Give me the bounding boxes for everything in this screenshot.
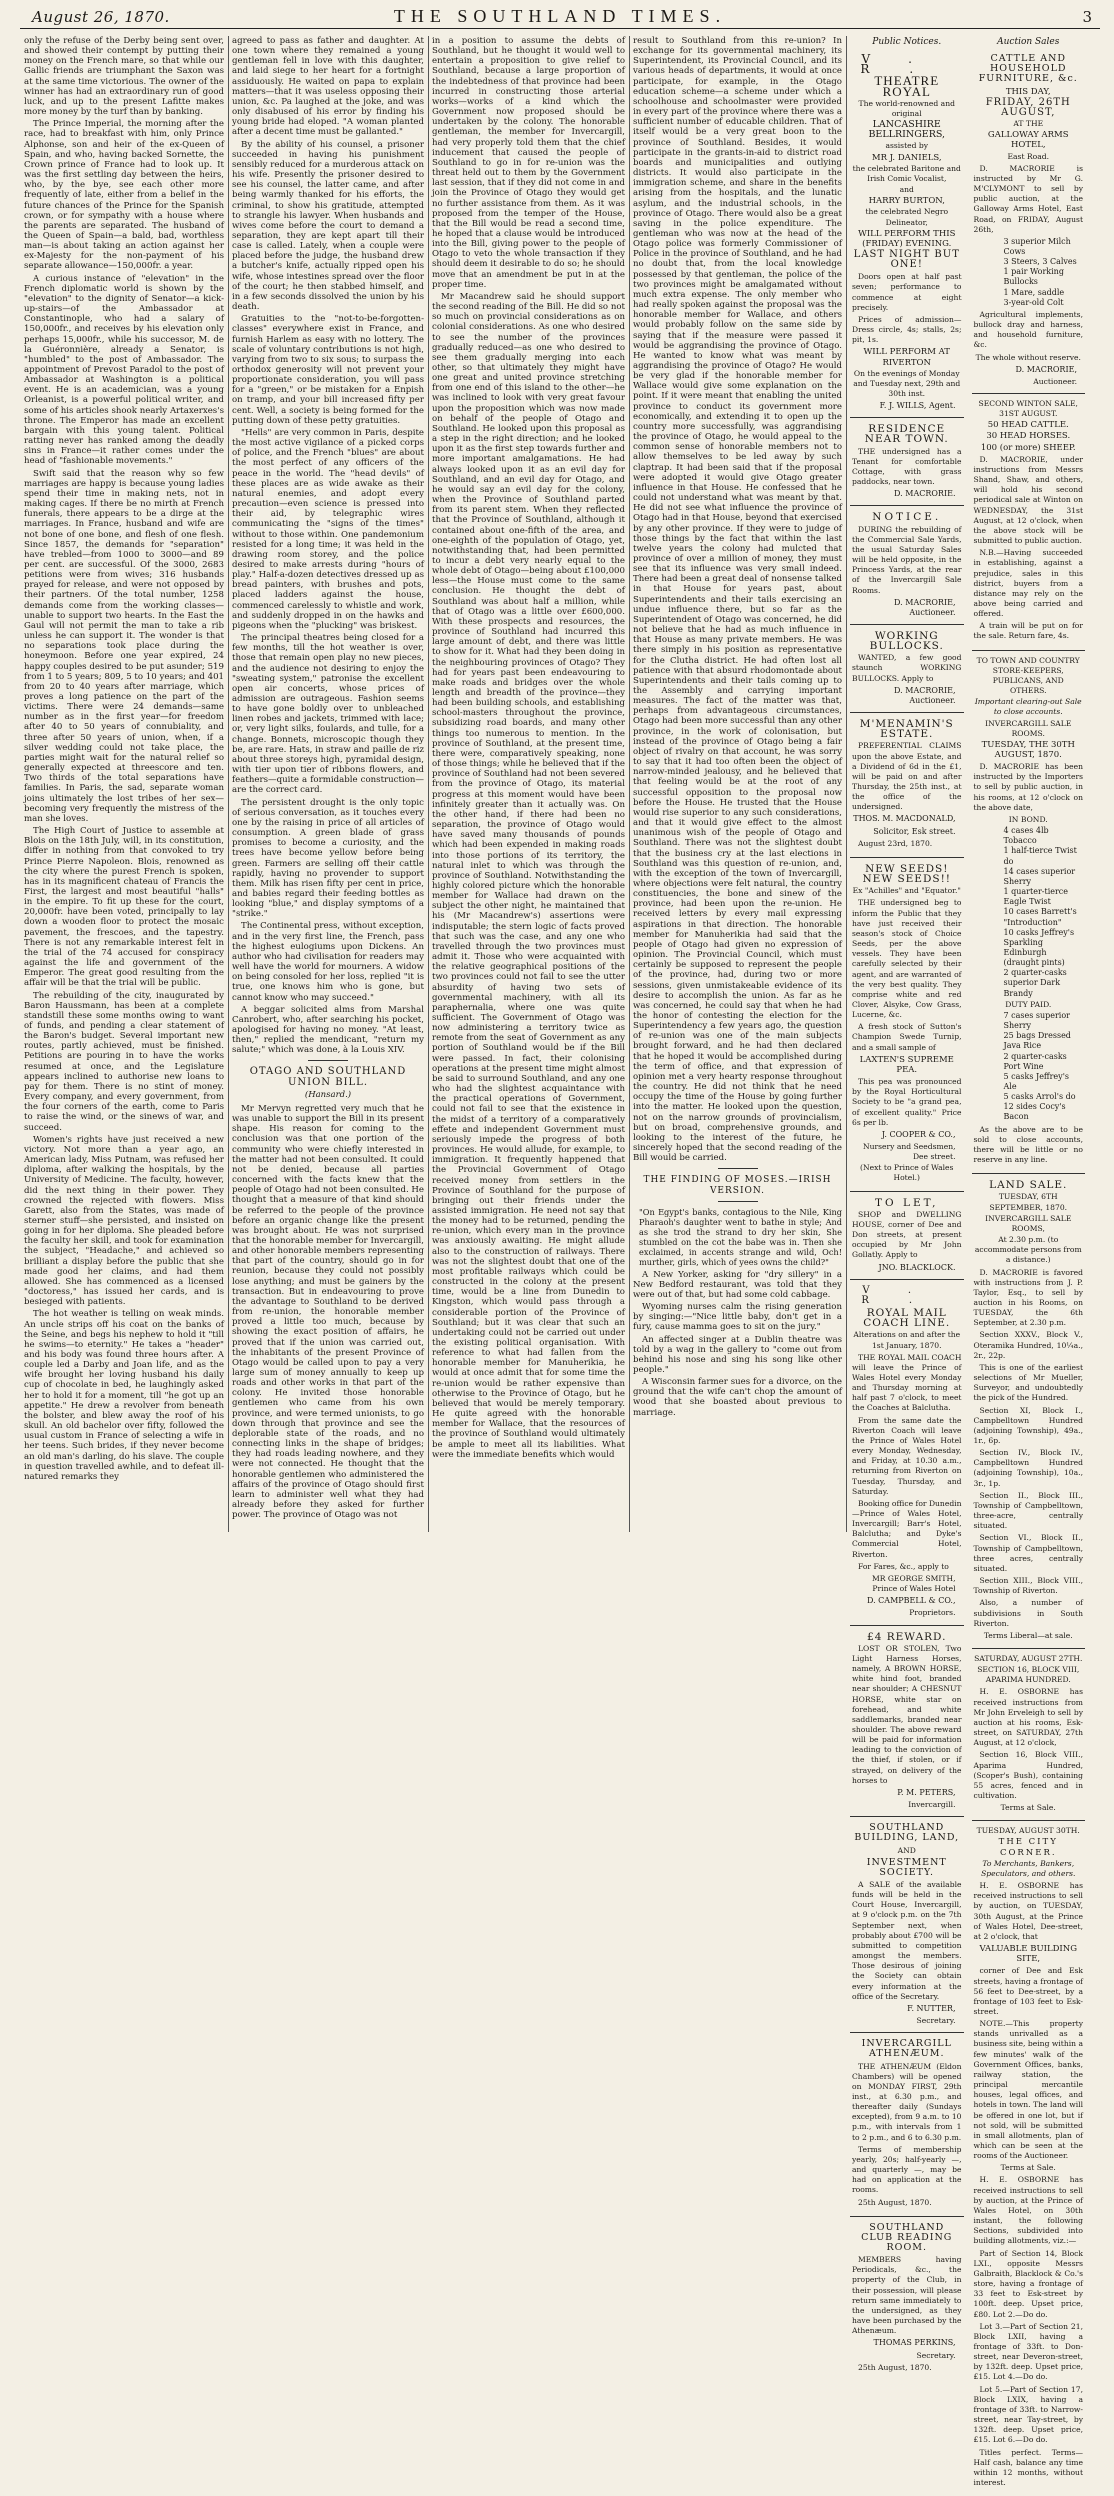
- article-heading: OTAGO AND SOUTHLAND UNION BILL.: [249, 1066, 407, 1088]
- masthead: [20, 6, 1100, 29]
- divider: [718, 1168, 758, 1169]
- ad-signature: D. CAMPBELL & CO.,: [866, 1596, 956, 1606]
- ad-date: 25th August, 1870.: [858, 2362, 932, 2372]
- column-5-advertisements: [850, 36, 1085, 2487]
- ad-signature: THOS. M. MACDONALD,: [853, 814, 956, 824]
- ad-signature: Solicitor, Esk street.: [873, 826, 956, 836]
- paragraph: The principal theatres being closed for a few months, till the hot weather is over, those that remain open play no new pieces, and the audience not desiring to enjoy the "sweating system," patronise the excellent open air concerts, whose prices of admission are outrageous. Fashion seems to have gone boldly over to unbleached linen robes and jackets, trimmed with lace; or, very light silks, foulards, and tulle, for a change. Bonnets, microscopic though they be, are rare. Hats, in straw and paille de riz about three storeys high, pyramidal design, with tier upon tier of ribbons flowers, and feathers—quite a formidable construction—are the correct card.: [232, 633, 424, 796]
- ad-body: DURING the rebuilding of the Commercial Sale Yards, the usual Saturday Sales will be held opposite, in the Princess Yards, at the rear of the Invercargill Sale Rooms.: [852, 524, 962, 595]
- lot-item: 4 cases 4lb Tobacco: [1003, 826, 1049, 846]
- ad-line: INVERCARGILL SALE ROOMS.: [985, 718, 1072, 738]
- paragraph: Mr Mervyn regretted very much that he was unable to support the Bill in its present shape. His reason for coming to the conclusion was that one portion of the community who were chiefly interested in the matter had not been consulted. It could not be denied, because all parties concerned with the facts knew that the people of Otago had not been consulted. He thought that a measure of that kind should be referred to the people of the province before an organic change like the present was brought about. He was not surprised that the honorable member for Invercargill, and other honorable members representing that part of the country, should go in for reunion, because they could not possibly lose anything; and must be gainers by the transaction. But in endeavouring to prove the advantage to Southland to be derived from re-union, the honorable member proved a little too much, because by showing the exact position of affairs, he proved that if the union was carried out, the inhabitants of the present Province of Otago would be called upon to pay a very large sum of money annually to keep up roads and other works in that part of the colony. He invited those honorable gentlemen who came from his own province, and were termed unionists, to go down through that province and see the deplorable state of the roads, and no connecting links in the shape of bridges; they had roads leading nowhere, and they were not connected. He thought that the honorable gentlemen who administered the affairs of the province of Otago should first learn to administer well what they had already before they asked for further power. The province of Otago was not: [232, 1103, 424, 1521]
- ad-signature: Secretary.: [916, 2016, 956, 2026]
- paragraph: Wyoming nurses calm the rising generation by singing:—"Nice little baby, don't get in a fury, cause mamma goes to sit on the jury.": [633, 1302, 842, 1333]
- ad-line: assisted by: [885, 141, 929, 151]
- ad-title: WORKING BULLOCKS.: [869, 629, 944, 653]
- column-3-article: [432, 36, 625, 1532]
- theatre-advert: [850, 48, 964, 418]
- ad-line: WILL PERFORM THIS (FRIDAY) EVENING.: [858, 228, 956, 249]
- poem-heading: THE FINDING OF MOSES.—IRISH VERSION.: [643, 1175, 832, 1196]
- ad-line: AT THE: [1013, 119, 1044, 129]
- lot-item: 25 bags Dressed Java Rice: [1003, 1031, 1071, 1051]
- land-sale-advert: [972, 1174, 1086, 1649]
- ad-body: Lot 3.—Part of Section 21, Block LXII, having a frontage of 33ft. to Don-street, near Deveron-street, by 132ft. deep. Upset price, £15. Lot 4.—Do do.: [973, 2321, 1083, 2382]
- column-rule: [846, 36, 847, 1532]
- lot-item: 10 cases Barrett's "Introduction": [1003, 907, 1077, 927]
- ad-line: LANCASHIRE BELLRINGERS,: [868, 119, 946, 141]
- public-notices: [850, 36, 964, 2372]
- ad-line: 30 HEAD HORSES.: [986, 431, 1071, 442]
- ad-body: H. E. OSBORNE has received instructions to sell by auction, at the Prince of Wales Hotel, on 30th instant, the following Sections, subdivided into building allotments, viz.:—: [973, 2175, 1083, 2246]
- ad-body: Section VI., Block II., Township of Campbelltown, three acres, centrally situated.: [973, 1533, 1083, 1573]
- paragraph: "Hells" are very common in Paris, despite the most active vigilance of a picked corps of police, and the French "blues" are about the most perfect of any officers of the peace in the world. The "head devils" of these places are as wide awake as their natural enemies, and adopt every precaution—even science is pressed into their aid, by telegraphic wires communicating the "signs of the times" without to those within. One pandemonium resisted for a long time; it was held in the drawing room storey, and the police desired to make arrests during "hours of play." Half-a-dozen detectives dressed up as bread painters, with brushes and pots, placed ladders against the house, commenced carelessly to whistle and work, and suddenly dropped in on the hawks and pigeons when the "plucking" was briskest.: [232, 427, 424, 631]
- ad-body: H. E. OSBORNE has received instructions from Mr John Erveleigh to sell by auction at his rooms, Esk-street, on SATURDAY, 27th August, at 12 o'clock,: [973, 1687, 1083, 1748]
- ad-line: WILL PERFORM AT RIVERTON: [863, 347, 950, 368]
- saturday-sale-advert: [972, 1649, 1086, 1821]
- coach-advert: [850, 1280, 964, 1626]
- ad-body: Titles perfect. Terms—Half cash, balance any time within 12 months, without interest.: [973, 2447, 1083, 2487]
- section-heading: Auction Sales: [997, 37, 1060, 47]
- ad-line: (Next to Prince of Wales Hotel.): [860, 1163, 954, 1183]
- ad-body: Section II., Block III., Township of Campbelltown, three-acre, centrally situated.: [973, 1490, 1083, 1531]
- ad-line: GALLOWAY ARMS HOTEL,: [987, 130, 1069, 151]
- lot-item: 3 Steers, 3 Calves: [1003, 257, 1077, 267]
- ad-signature: MR GEORGE SMITH, Prince of Wales Hotel: [871, 1573, 956, 1594]
- ad-date: 25th August, 1870.: [858, 2197, 932, 2207]
- ad-body: Section 16, Block VIII., Aparima Hundred, (Scoper's Bush), containing 55 acres, fenced and in cultivation.: [973, 1750, 1083, 1800]
- ad-line: LAXTEN'S SUPREME PEA.: [859, 1054, 954, 1075]
- lot-item: 1 quarter-tierce Eagle Twist: [1003, 887, 1069, 907]
- ad-line: the celebrated Negro Delineator,: [865, 207, 949, 227]
- to-let-advert: [850, 1192, 964, 1280]
- ad-title: NOTICE.: [872, 511, 942, 524]
- column-rule: [428, 36, 429, 1532]
- ad-signature: Proprietors.: [909, 1608, 956, 1618]
- ad-body: NOTE.—This property stands unrivalled as a business site, being within a few minutes' walk of the Government Offices, banks, railway station, the principal mercantile houses, legal offices, and hotels in town. The land will be offered in one lot, but if not sold, will be submitted in small allotments, plan of which can be seen at the rooms of the Auctioneer.: [973, 2019, 1083, 2161]
- ad-line: DUTY PAID.: [1005, 999, 1052, 1009]
- ad-title: TO LET,: [875, 1196, 939, 1209]
- ad-body: Section XXXV., Block V., Oteramika Hundred, 10¼a., 2r., 22p.: [973, 1330, 1083, 1360]
- ad-title: SOUTHLAND BUILDING, LAND,: [854, 1822, 960, 1844]
- divider: [308, 1060, 348, 1061]
- paragraph: The High Court of Justice to assemble at Blois on the 18th July, will, in its constitution, differ in nothing from that convoked to try Prince Pierre Napoleon. Blois, renowned as the city where the purest French is spoken, has in its magnificent chateau of Francis the First, the largest and most beautiful "halls" in the empire. To fit up these for the court, 20,000fr. have been voted, principally to lay down a wooden floor to protect the mosaic pavement, the frescoes, and the tapestry. There is not any remarkable interest felt in the trial of the 74 accused for conspiracy against the life and government of the Emperor. The great good resulting from the affair will be that the trial will be public.: [24, 826, 224, 989]
- ad-line: Alterations on and after the 1st January, 1870.: [853, 1330, 961, 1350]
- paragraph: The hot weather is telling on weak minds. An uncle strips off his coat on the banks of the Seine, and begs his nephew to hold it "till he swims—to eternity." He takes a "header" and his body was found three hours after. A couple led a Darby and Joan life, and as the wife brought her loving husband his daily cup of chocolate in bed, he laughingly asked her to hold it for a moment, till "he got up an appetite." He drew a revolver from beneath the bolster, and blew away the roof of his skull. An old bachelor over fifty, followed the usual custom in France of selecting a wife in her teens. Such brides, if they never become an old man's darling, do his slave. The couple in question travelled awhile, and to defeat ill-natured remarks they: [24, 1309, 224, 1482]
- ad-line: 100 (or more) SHEEP.: [980, 442, 1076, 453]
- ad-body: Also, a number of subdivisions in South Riverton.: [973, 1598, 1083, 1628]
- crown-icon: V. R.: [861, 1284, 953, 1306]
- ad-body: Terms of membership yearly, 20s; half-yearly —, and quarterly —, may be had on application at the rooms.: [852, 2144, 962, 2195]
- paragraph: The rebuilding of the city, inaugurated by Baron Haussmann, has been at a complete standstill these some months owing to want of funds, and pending a clear statement of the Baron's budget. Several important new routes, partly achieved, must be finished. Petitions are pouring in to have the works resumed at once, and the Legislature appears inclined to authorise new loans to pay for them. There is no stint of money. Every company, and every government, from the four corners of the earth, come to Paris to raise the wind, or the sinews of war, and succeed.: [24, 990, 224, 1133]
- ad-body: H. E. OSBORNE has received instructions to sell by auction, on TUESDAY, 30th August, at the Prince of Wales Hotel, Dee-street, at 2 o'clock, that: [973, 1881, 1083, 1941]
- athenaeum-advert: [850, 2033, 964, 2217]
- ad-title: £4 REWARD.: [867, 1630, 947, 1643]
- ad-body: A SALE of the available funds will be held in the Court House, Invercargill, at 9 o'clock p.m. on the 7th September next, when probably about £700 will be submitted to competition amongst the members. Those desirous of joining the Society can obtain every information at the office of the Secretary.: [852, 1880, 962, 2001]
- lot-item: 1 pair Working Bullocks: [1003, 267, 1064, 287]
- ad-body: Booking office for Dunedin—Prince of Wales Hotel, Invercargill; Barr's Hotel, Balclutha; and Dyke's Commercial Hotel, Riverton.: [852, 1498, 962, 1559]
- ad-title: M'MENAMIN'S ESTATE.: [859, 718, 954, 741]
- lot-item: 12 sides Cocy's Bacon: [1003, 1102, 1066, 1122]
- ad-title: NEW SEEDS! NEW SEEDS!!: [862, 862, 952, 886]
- ad-body: As the above are to be sold to close accounts, there will be little or no reserve in any line.: [973, 1124, 1083, 1165]
- ad-line: Terms at Sale.: [1000, 1803, 1056, 1813]
- ad-signature: Nursery and Seedsmen, Dee street.: [862, 1142, 956, 1162]
- ad-signature: JNO. BLACKLOCK.: [878, 1262, 956, 1272]
- paragraph: agreed to pass as father and daughter. At one town where they remained a young gentleman fell in love with this daughter, and laid siege to her heart for a fortnight assiduously. He waited on papa to explain matters—that it was useless opposing their union, &c. Pa laughed at the joke, and was only disabused of his error by finding his young bride had eloped. "A woman planted after a decent time must be gallanted.": [232, 36, 424, 138]
- column-2-article: [232, 36, 424, 1532]
- ad-line: The whole without reserve.: [975, 352, 1081, 362]
- ad-line: At 2.30 p.m. (to accommodate persons from a distance.): [974, 1235, 1082, 1265]
- ad-title: THEATRE ROYAL: [874, 73, 940, 99]
- ad-body: Section XIII., Block VIII., Township of Riverton.: [973, 1576, 1083, 1596]
- ad-body: A train will be put on for the sale. Return fare, 4s.: [973, 621, 1083, 641]
- ad-body: This is one of the earliest selections of Mr Mueller, Surveyor, and undoubtedly the pick of the Hundred.: [973, 1362, 1083, 1403]
- ad-line: Terms Liberal—at sale.: [983, 1630, 1073, 1640]
- ad-body: THE ATHENÆUM (Eldon Chambers) will be opened on MONDAY FIRST, 29th inst., at 6.30 p.m., and thereafter daily (Sundays excepted), from 9 a.m. to 10 p.m., with intervals from 1 to 2 p.m., and 6 to 6.30 p.m.: [852, 2061, 962, 2142]
- lot-item: 7 cases superior Sherry: [1003, 1010, 1071, 1031]
- page-number: 3: [1082, 8, 1092, 26]
- column-rule: [629, 36, 630, 1532]
- ad-body: Prices of admission—Dress circle, 4s; stalls, 2s; pit, 1s.: [852, 314, 962, 345]
- ad-line: IN BOND.: [1008, 814, 1048, 824]
- ad-body: SHOP and DWELLING HOUSE, corner of Dee and Don streets, at present occupied by Mr John Gollatly. Apply to: [852, 1209, 962, 1260]
- ad-signature: F. NUTTER,: [907, 2003, 956, 2013]
- paragraph: A curious instance of "elevation" in the French diplomatic world is shown by the "elevation" to the dignity of Senator—a kick-up-stairs—of the Ambassador at Constantinople, who had a salary of 150,000fr., and receives by his elevation only perhaps 15,000fr., while his successor, M. de la Guéronnière, already a Senator, is "humbled" to the post of Ambassador. The appointment of Prevost Paradol to the post of Ambassador at Washington is a political event. He is an academician, was a young Orleanist, is a powerful political writer, and some of his articles shook nearly Artaxerxes's throne. The Emperor has made an excellent bargain with this young talent. Political ratting never has ranked among the deadly sins in France—it rather comes under the head of "fashionable movements.": [24, 273, 224, 467]
- paragraph: By the ability of his counsel, a prisoner succeeded in having his punishment sensibly reduced for a murderous attack on his wife. Presently the prisoner desired to see his counsel, the latter came, and after being warmly thanked for his efforts, the criminal, to show his gratitude, attempted to strangle his lawyer. When husbands and wives come before the court to demand a separation, they are kept apart till their case is called. Lately, when a couple were placed before the judge, the husband drew a butcher's knife, actually ripped open his wife, whose intestines spread over the floor of the court; he then stabbed himself, and in a few seconds dissolved the union by his death.: [232, 139, 424, 313]
- ad-body: N.B.—Having succeeded in establishing, against a prejudice, sales in this district, buyers from a distance may rely on the above being carried and offered.: [973, 548, 1083, 619]
- ad-title: SOUTHLAND CLUB READING ROOM.: [861, 2221, 953, 2253]
- cattle-sale-advert: [972, 48, 1086, 394]
- ad-body: corner of Dee and Esk streets, having a frontage of 56 feet to Dee-street, by a frontage of 103 feet to Esk-street.: [973, 1966, 1083, 2016]
- ad-line: LAST NIGHT BUT ONE!: [853, 248, 960, 271]
- paragraph: A beggar solicited alms from Marshal Canrobert, who, after searching his pocket, apologised for having no money. "At least, then," replied the mendicant, "return my salute;" which was done, à la Louis XIV.: [232, 1004, 424, 1056]
- ad-line: TUESDAY, THE 30TH AUGUST, 1870.: [981, 739, 1075, 760]
- ad-line: 50 HEAD CATTLE.: [987, 420, 1069, 431]
- ad-body: Agricultural implements, bullock dray and harness, and household furniture, &c.: [973, 309, 1083, 350]
- ad-line: SECTION 16, BLOCK VIII, APARIMA HUNDRED.: [977, 1665, 1080, 1685]
- ad-line: East Road.: [1007, 151, 1050, 161]
- residence-advert: [850, 418, 964, 506]
- ad-line: On the evenings of Monday and Tuesday next, 29th and 30th inst.: [853, 368, 961, 398]
- city-corner-advert: [972, 1821, 1086, 2496]
- ad-title: ROYAL MAIL COACH LINE.: [863, 1307, 951, 1330]
- ad-title: LAND SALE.: [989, 1179, 1068, 1192]
- column-4-notices: [633, 36, 842, 1532]
- lot-item: 3-year-old Colt: [1003, 297, 1064, 307]
- paragraph: The Prince Imperial, the morning after the race, had to breakfast with him, only Prince Alphonse, son and heir of the ex-Queen of Spain, and who, having backed Sornette, the Crown prince of France had to look up. It was the first settling day between the heirs, who, by the bye, see each other more frequently of late, either from a belief in the future chances of the Prince for the Spanish crown, or for sympathy with a house where the parents are separated. The husband of the Queen of Spain—a bald, bad, worthless man—is about taking an action against her ex-Majesty for the non-payment of his separate allowance—150,000fr. a year.: [24, 119, 224, 272]
- ad-line: THE CITY CORNER.: [998, 1837, 1058, 1858]
- ad-signature: D. MACRORIE, Auctioneer.: [894, 685, 956, 705]
- ad-title: CATTLE AND HOUSEHOLD FURNITURE, &c.: [978, 53, 1078, 85]
- ad-body: Section XI, Block I., Campbelltown Hundred (adjoining Township), 49a., 1r., 6p.: [973, 1405, 1083, 1445]
- paragraph: The persistent drought is the only topic of serious conversation, as it touches every one by the raising in price of all articles of consumption. A green blade of grass promises to become a curiosity, and the trees have become yellow before being green. Farmers are selling off their cattle rapidly, having no provender to support them. Milk has risen fifty per cent in price, and babies regard their feeding bottles as looking "blue," and display symptoms of a "strike.": [232, 797, 424, 920]
- divider: [718, 1201, 758, 1202]
- paragraph: Swift said that the reason why so few marriages are happy is because young ladies spend their time in making nets, not in making cages. If there be no mirth at French funerals, there appears to be a dirge at the marriages. In France, husband and wife are not bone of one bone, and flesh of one flesh. Since 1857, the demands for "separation" have trebled—from 1000 to 3000—and 89 per cent. are successful. Of the 3000, 2683 petitions were from wives; 316 husbands prayed for release, and were not opposed by their partners. Of the total number, 1258 demands come from the working classes—unable to support two hearts. In the East the Gaul will not permit the man to take a rib unless he can support it. The wonder is that no separations took place during the honeymoon. Before one year expired, 24 happy couples desired to be put asunder; 519 from 1 to 5 years; 809, 5 to 10 years; and 401 from 20 to 40 years after marriage, which proves a long patience on the part of the victims. There were 24 demands—same number as in the first year—for freedom after 40 to 50 years of connubiality, and three after 50 years of union, when, if a silver wedding could not take place, the parties might wait for the natural relief so generally expected at threescore and ten. Two thirds of the total separations have families. In Paris, the sad, separate woman joins ultimately the lost tribes of her sex—becoming very frequently the mistress of the man she loves.: [24, 468, 224, 824]
- ad-signature: Secretary.: [916, 2350, 956, 2360]
- ad-signature: D. MACRORIE.: [894, 489, 956, 499]
- ad-body: For Fares, &c., apply to: [858, 1561, 949, 1571]
- ad-body: A fresh stock of Sutton's Champion Swede Turnip, and a small sample of: [852, 1022, 962, 1052]
- ad-title: RESIDENCE NEAR TOWN.: [864, 423, 949, 446]
- section-heading: Public Notices.: [872, 37, 942, 47]
- ad-line: Terms at Sale.: [1000, 2163, 1056, 2173]
- paragraph: A New Yorker, asking for "dry sillery" in a New Bedford restaurant, was told that they were out of that, but had some cold cabbage.: [633, 1269, 842, 1300]
- ad-body: Lot 5.—Part of Section 17, Block LXIX, having a frontage of 33ft. to Narrow-street, near Tay-street, by 132ft. deep. Upset price, £15. Lot 6.—Do do.: [973, 2384, 1083, 2445]
- ad-date: August 23rd, 1870.: [858, 838, 933, 848]
- ad-body: This pea was pronounced by the Royal Horticultural Society to be "a grand pea, of excellent quality." Price 6s per lb.: [852, 1077, 962, 1127]
- ad-signature: P. M. PETERS,: [897, 1787, 956, 1797]
- storekeepers-sale-advert: [972, 651, 1086, 1175]
- ad-signature: F. J. WILLS, Agent.: [879, 401, 956, 411]
- estate-advert: [850, 713, 964, 858]
- ad-body: D. MACRORIE has been instructed by the Importers to sell by public auction, in his rooms, at 12 o'clock on the above date,: [973, 762, 1083, 812]
- ad-title: INVESTMENT SOCIETY.: [866, 1856, 947, 1878]
- paragraph: An affected singer at a Dublin theatre was told by a wag in the gallery to "come out from behind his nose and sing his song like other people.": [633, 1334, 842, 1375]
- ad-body: MEMBERS having Periodicals, &c., the property of the Club, in their possession, will please return same immediately to the undersigned, as they have been purchased by the Athenæum.: [852, 2255, 962, 2336]
- ad-line: and: [899, 185, 914, 195]
- lot-item: 5 casks Jeffrey's Ale: [1003, 1071, 1069, 1091]
- lot-item: 10 casks Jeffrey's Sparkling Edinburgh (draught pints): [1003, 927, 1075, 968]
- paragraph: result to Southland from this re-union? In exchange for its governmental machinery, its Superintendent, its Provincial Council, and its various heads of departments, it would at once participate, for example, in the Otago education scheme—a scheme under which a schoolhouse and schoolmaster were provided in every part of the province where there was a sufficient number of educable children. That of itself would be a very great boon to the province of Southland. Besides, it would participate in the grants-in-aid to district road boards and municipalities and outlying districts. It would also participate in the immigration scheme, and share in the benefits arising from the hospitals, and the lunatic asylum, and the industrial schools, in the province of Otago. There would also be a great saving in the police expenditure. The gentleman who was now at the head of the Otago police was formerly Commissioner of Police in the province of Southland, and he had no doubt that, from the local knowledge possessed by that gentleman, the police of the two provinces might be amalgamated without much extra expense. The only member who had really spoken against the proposal was the honorable member for Wallace, and others would probably follow on the same side by saying that if the measure were passed it would be aggrandising the province of Otago. He wanted to know what was meant by aggrandising the province of Otago? He would be very glad if the honorable member for Wallace would give some explanation on the point. If it were meant that enabling the united province to conduct its government more economically, and extending it to open up the country more successfully, was aggrandising the province of Otago, he would appeal to the common sense of honorable members not to allow themselves to be led away by such claptrap. It had been said that if the proposal were adopted it would give Otago greater influence in that House. He confessed that he could not understand what was meant by that. He did not see what influence the province of Otago had in that House, beyond that exercised by any other province. If they were to judge of those things by the fact that within the last twelve years the colony had mulcted that province of over a million of money, they must see that its influence was very small indeed. There had been a great deal of nonsense talked in that House for years past, about Superintendents and their tails exercising an undue influence there, but so far as the Superintendent of Otago was concerned, he did not believe that he had as much influence in that House as many private members. He was there simply in his position as representative for the Clutha district. He had often lost all patience with that absurd rhodomontade about Superintendents and their tails coming up to the Assembly and carrying important measures. The fact of the matter was that, perhaps from advantageous circumstances, Otago had been more successful than any other province, in the work of colonisation, but instead of the province of Otago being a fair object of rivalry on that account, he was sorry to say that it had too often been the object of narrow-minded jealousy, and he believed that that feeling would be at the root of any successful opposition to the proposal now before the House. He trusted that the House would rise superior to any such considerations, and that it would give effect to the almost unanimous wish of the people of Otago and Southland. There was not the slightest doubt that the business cry at the last elections in Southland was this question of re-union, and, with the exception of the town of Invercargill, where objections were felt natural, the country constituencies, the bone and sinew of the province, had been upon the re-union. He received letters by every mail expressing aspirations in that direction. The honorable member for Manuherikia had said that the people of Otago had given no expression of opinion. The Provincial Council, which must certainly be supposed to represent the people of the province, had, during two or more sessions, given unmistakeable evidence of its desire to accomplish the union. As far as he was concerned, he could say that when he had the honor of contesting the election for the Superintendency a few years ago, the question of re-union was one of the main subjects brought forward, and he had then declared that he hoped it would be accomplished during the term of office, and that expression of opinion met a very hearty response throughout the country. He did not think that he need occupy the time of the House by going further into the matter. He looked upon the question, not on the narrow grounds of provincialism, but on broad, comprehensive grounds, and looking to the interest of the future, he sincerely hoped that the second reading of the Bill would be carried.: [633, 36, 842, 1164]
- ad-line: INVERCARGILL SALE ROOMS,: [985, 1213, 1072, 1233]
- ad-signature: THOMAS PERKINS,: [873, 2338, 956, 2348]
- reward-advert: [850, 1626, 964, 1818]
- poem: "On Egypt's banks, contagious to the Nile, King Pharaoh's daughter went to bathe in style; And as she trod the strand to dry her skin, She stumbled on the cot the babe was in. Then she exclaimed, in accents strange and wild, Och! murther, girls, which of yees owns the child?": [639, 1206, 842, 1268]
- ad-title: SECOND WINTON SALE, 31ST AUGUST.: [978, 399, 1078, 419]
- ad-body: PREFERENTIAL CLAIMS upon the above Estate, and a Dividend of 6d in the £1, will be paid on and after Thursday, the 25th inst., at the office of the undersigned.: [852, 741, 962, 812]
- auction-sales: [972, 36, 1086, 2487]
- column-1-article: [24, 36, 224, 1532]
- paragraph: Women's rights have just received a new victory. Not more than a year ago, an American lady, Miss Putnam, was refused her diploma, after walking the hospitals, by the University of Medicine. The faculty, however, did the next thing in their power. They crowned the rejected with flowers. Miss Garett, also from the States, was made of sterner stuff—she persisted, and insisted on going in for her diploma. She pleaded before the faculty her skill, and took for examination the subject, "Headache," and achieved so brilliant a display before the public that she made good her claims, and had them allowed. She has commenced as a licensed "doctoress," has issued her cards, and is besieged with patients.: [24, 1134, 224, 1308]
- ad-body: WANTED, a few good staunch WORKING BULLOCKS. Apply to: [852, 653, 962, 683]
- bullocks-advert: [850, 625, 964, 713]
- lot-item: 3 superior Milch Cows: [1003, 236, 1071, 256]
- ad-line: VALUABLE BUILDING SITE,: [979, 1944, 1078, 1965]
- lot-item: 2 quarter-casks superior Dark Brandy: [1003, 968, 1067, 998]
- ad-title: TUESDAY, AUGUST 30TH.: [976, 1826, 1080, 1836]
- crown-icon: V. R.: [860, 52, 954, 77]
- ad-signature: D. MACRORIE, Auctioneer.: [894, 597, 956, 617]
- lot-item: 14 cases superior Sherry: [1003, 866, 1076, 886]
- paragraph: only the refuse of the Derby being sent over, and showed their contempt by putting their money on the French mare, so that while our Gallic friends are triumphant the Saxon was at the same time victorious. The owner of the winner has had an extraordinary run of good luck, and up to the present Lafitte makes more money by the turf than by banking.: [24, 36, 224, 118]
- ad-signature: Auctioneer.: [1033, 376, 1077, 386]
- paragraph: Gratuities to the "not-to-be-forgotten-classes" everywhere exist in France, and furnish Harlem as easy with no lottery. The scale of voluntary contributions is not high, varying from two to six sous; to surpass the orthodox generosity will not prevent your proportionate consideration, you will pass for a "green," or be mistaken for a Enpish on tramp, and your bill increased fifty per cent. Well, a society is being formed for the putting down of these petty gratuities.: [232, 314, 424, 426]
- lot-item: 2 quarter-casks Port Wine: [1003, 1051, 1067, 1071]
- ad-line: Important clearing-out Sale to close accounts.: [974, 697, 1082, 717]
- ad-title: INVERCARGILL ATHENÆUM.: [861, 2038, 952, 2060]
- ad-body: D. MACRORIE is favored with instructions from J. P. Taylor, Esq., to sell by auction in his Rooms, on TUESDAY, the 6th September, at 2.30 p.m.: [973, 1267, 1083, 1328]
- ad-line: the celebrated Baritone and Irish Comic Vocalist,: [852, 163, 961, 183]
- ad-line: Ex "Achilles" and "Equator.": [852, 886, 961, 896]
- ad-body: Doors open at half past seven; performance to commence at eight precisely.: [852, 272, 962, 312]
- winton-sale-advert: [972, 394, 1086, 651]
- ad-title: TO TOWN AND COUNTRY STORE-KEEPERS, PUBLICANS, AND OTHERS.: [976, 655, 1080, 696]
- ad-body: THE ROYAL MAIL COACH will leave the Prince of Wales Hotel every Monday and Thursday morning at half past 7 o'clock, to meet the Coaches at Balclutha.: [852, 1352, 962, 1413]
- issue-date: August 26, 1870.: [32, 8, 170, 26]
- newspaper-title: THE SOUTHLAND TIMES.: [393, 6, 727, 26]
- ad-body: Part of Section 14, Block LXI., opposite Messrs Galbraith, Blacklock & Co.'s store, having a frontage of 33 feet to Esk-street by 100ft. deep. Upset price, £80. Lot 2.—Do do.: [973, 2248, 1083, 2319]
- ad-line: TUESDAY, 6TH SEPTEMBER, 1870.: [989, 1192, 1068, 1212]
- paragraph: The Continental press, without exception, and in the very first line, the French, pass the highest eulogiums upon Dickens. An author who had civilisation for readers may well have the world for mourners. A widow on being consoled for her loss, replied "it is true, one knows him who is gone, but cannot know who may succeed.": [232, 921, 424, 1003]
- ad-signature: D. MACRORIE,: [1015, 364, 1077, 374]
- paragraph: Mr Macandrew said he should support the second reading of the Bill. He did so not so much on provincial considerations as on colonial considerations. As one who desired to see the number of the provinces gradually reduced—as one who desired to see them gradually merging into each other, so that ultimately they might have one great and united province stretching from one end of this island to the other—he was inclined to look with very great favour upon the proposition which was now made on behalf of the people of Otago and Southland. He looked upon this proposal as a step in the right direction; and he looked upon it as the first step towards further and more important amalgamations. He had always looked upon it as an evil day for Southland, and an evil day for Otago, and he would say an evil day for the colony, when the Province of Southland parted from its parent stem. When they reflected that the Province of Southland, although it contained about one-fifth of the area, and one-eighth of the population of Otago, yet, notwithstanding that, had been permitted to incur a debt very nearly equal to the whole debt of Otago—being about £100,000 less—the House must come to the same conclusion. He thought the debt of Southland was about half a million, while that of Otago was a little over £600,000. With these prospects and resources, the province of Southland had incurred this large amount of debt, and there was little to show for it. What had they been doing in the neighbouring provinces of Otago? They had for years past been endeavouring to make roads and bridges over the whole length and breadth of the province—they had been building schools, and establishing school-masters throughout the province, subsidizing road boards, and many other things too numerous to mention. In the province of Southland, at the present time, there were, comparatively speaking, none of those things; while he believed that if the province of Southland had not been severed from the province of Otago, its material progress at this moment would have been infinitely greater than it actually was. On the other hand, if there had been no separation, the province of Otago would have saved many thousands of pounds which had been expended in making roads into those portions of its territory, the natural inlet to which was through the province of Southland. Notwithstanding the highly colored picture which the honorable member for Wallace had drawn on the subject the other night, he maintained that his (Mr Macandrew's) assertions were indisputable; the stern logic of facts proved that such was the case, and any one who travelled through the two provinces must admit it. Those who were acquainted with the relative geographical positions of the two provinces could not fail to see the utter absurdity of having two sets of governmental machinery, with all its paraphernalia, where one was quite sufficient. The Government of Otago was now administering a territory twice as remote from the seat of Government as any portion of Southland would be if the Bill were passed. In fact, their colonising operations at the present time might almost be said to surround Southland, and any one who had the slightest acquaintance with the practical operations of Government, could not fail to see that the existence in the midst of a territory of a comparatively effete and independent Government must seriously impede the progress of both provinces. He would allude, for example, to immigration. It frequently happened that the Provincial Government of Otago received money from settlers in the Province of Southland for the purpose of bringing out their friends under the assisted immigration. He need not say that the money had to be returned, pending the re-union, which every man in the province was anxiously awaiting. He might allude also to the construction of railways. There was not the slightest doubt that one of the most profitable railways which could be constructed in the colony at the present time, would be a line from Dunedin to Kingston, which would pass through a considerable portion of the Province of Southland; but it was clear that such an undertaking could not be carried out under the existing political organisation. With reference to what had fallen from the honorable member for Manuherikia, he would at once admit that for some time the re-union would be rather expensive than otherwise to the Province of Otago, but he believed that would be merely temporary. He quite agreed with the honorable member for Wallace, that the resources of the province of Southland would ultimately be ample to meet all its liabilities. What were the immediate benefits which would: [432, 291, 625, 1460]
- ad-line: To Merchants, Bankers, Speculators, and others.: [981, 1858, 1076, 1878]
- ad-body: Section IV., Block IV., Campbelltown Hundred (adjoining Township), 10a., 3r., 1p.: [973, 1448, 1083, 1488]
- paragraph: A Wisconsin farmer sues for a divorce, on the ground that the wife can't chop the amount of wood that she boasted about previous to marriage.: [633, 1377, 842, 1418]
- lot-item: 5 casks Arrol's do: [1003, 1092, 1076, 1102]
- ad-body: LOST OR STOLEN, Two Light Harness Horses, namely, A BROWN HORSE, white hind foot, branded near shoulder; A CHESNUT HORSE, white star on forehead, and white saddlemarks, branded near shoulder. The above reward will be paid for information leading to the conviction of the thief, if stolen, or if strayed, on delivery of the horses to: [852, 1643, 962, 1785]
- ad-line: AND: [897, 1845, 916, 1855]
- ad-body: THE undersigned has a Tenant for comfortable Cottage, with grass paddocks, near town.: [852, 446, 962, 487]
- building-society-advert: [850, 1817, 964, 2033]
- paragraph: in a position to assume the debts of Southland, but he thought it would well to entertain a proposition to give relief to Southland, because a large proportion of the indebtedness of that province had been incurred in constructing those arterial works—works of a kind which the Government now proposed should be undertaken by the colony. The honorable gentleman, the member for Invercargill, had very properly told them that the chief inducement that caused the people of Southland to go in for re-union was the threat held out to them by the Government last session, that if they did not come in and join the Province of Otago they would get no further assistance from them. As it was proposed from the temper of the House, that the Bill would be read a second time, he hoped that a clause would be introduced into the Bill, giving power to the people of Otago to veto the whole transaction if they should deem it desirable to do so; he should move that an amendment be put in at the proper time.: [432, 36, 625, 290]
- ad-line: THIS DAY,: [1005, 86, 1051, 97]
- ad-line: The world-renowned and original: [858, 98, 955, 118]
- ad-body: D. MACRORIE, under instructions from Messrs Shand, Shaw, and others, will hold his second periodical sale at Winton on WEDNESDAY, the 31st August, at 12 o'clock, when the above stock will be submitted to public auction.: [973, 454, 1083, 546]
- ad-line: HARRY BURTON,: [868, 196, 945, 207]
- ad-body: D. MACRORIE is instructed by Mr G. M'CLYMONT to sell by public auction, at the Galloway Arms Hotel, East Road, on FRIDAY, August 26th,: [973, 163, 1083, 234]
- notice-advert: [850, 506, 964, 625]
- column-rule: [228, 36, 229, 1532]
- ad-body: THE undersigned beg to inform the Public that they have just received their season's stock of Choice Seeds, per the above vessels. They have been carefully selected by their agent, and are warranted of the very best quality. They comprise white and red Clover, Alsyke, Cow Grass, Lucerne, &c.: [852, 898, 962, 1020]
- club-advert: [850, 2217, 964, 2381]
- ad-body: From the same date the Riverton Coach will leave the Prince of Wales Hotel every Monday, Wednesday, and Friday, at 10.30 a.m., returning from Riverton on Tuesday, Thursday, and Saturday.: [852, 1415, 962, 1496]
- ad-title: SATURDAY, AUGUST 27TH.: [974, 1653, 1083, 1663]
- lot-item: 1 Mare, saddle: [1003, 287, 1065, 297]
- seeds-advert: [850, 858, 964, 1192]
- ad-signature: Invercargill.: [908, 1800, 956, 1810]
- ad-line: MR J. DANIELS,: [871, 152, 942, 163]
- ad-signature: J. COOPER & CO.,: [881, 1129, 956, 1139]
- lot-item: 1 half-tierce Twist do: [1003, 846, 1077, 866]
- ad-line: FRIDAY, 26TH AUGUST,: [985, 96, 1071, 118]
- article-subheading: (Hansard.): [304, 1089, 352, 1100]
